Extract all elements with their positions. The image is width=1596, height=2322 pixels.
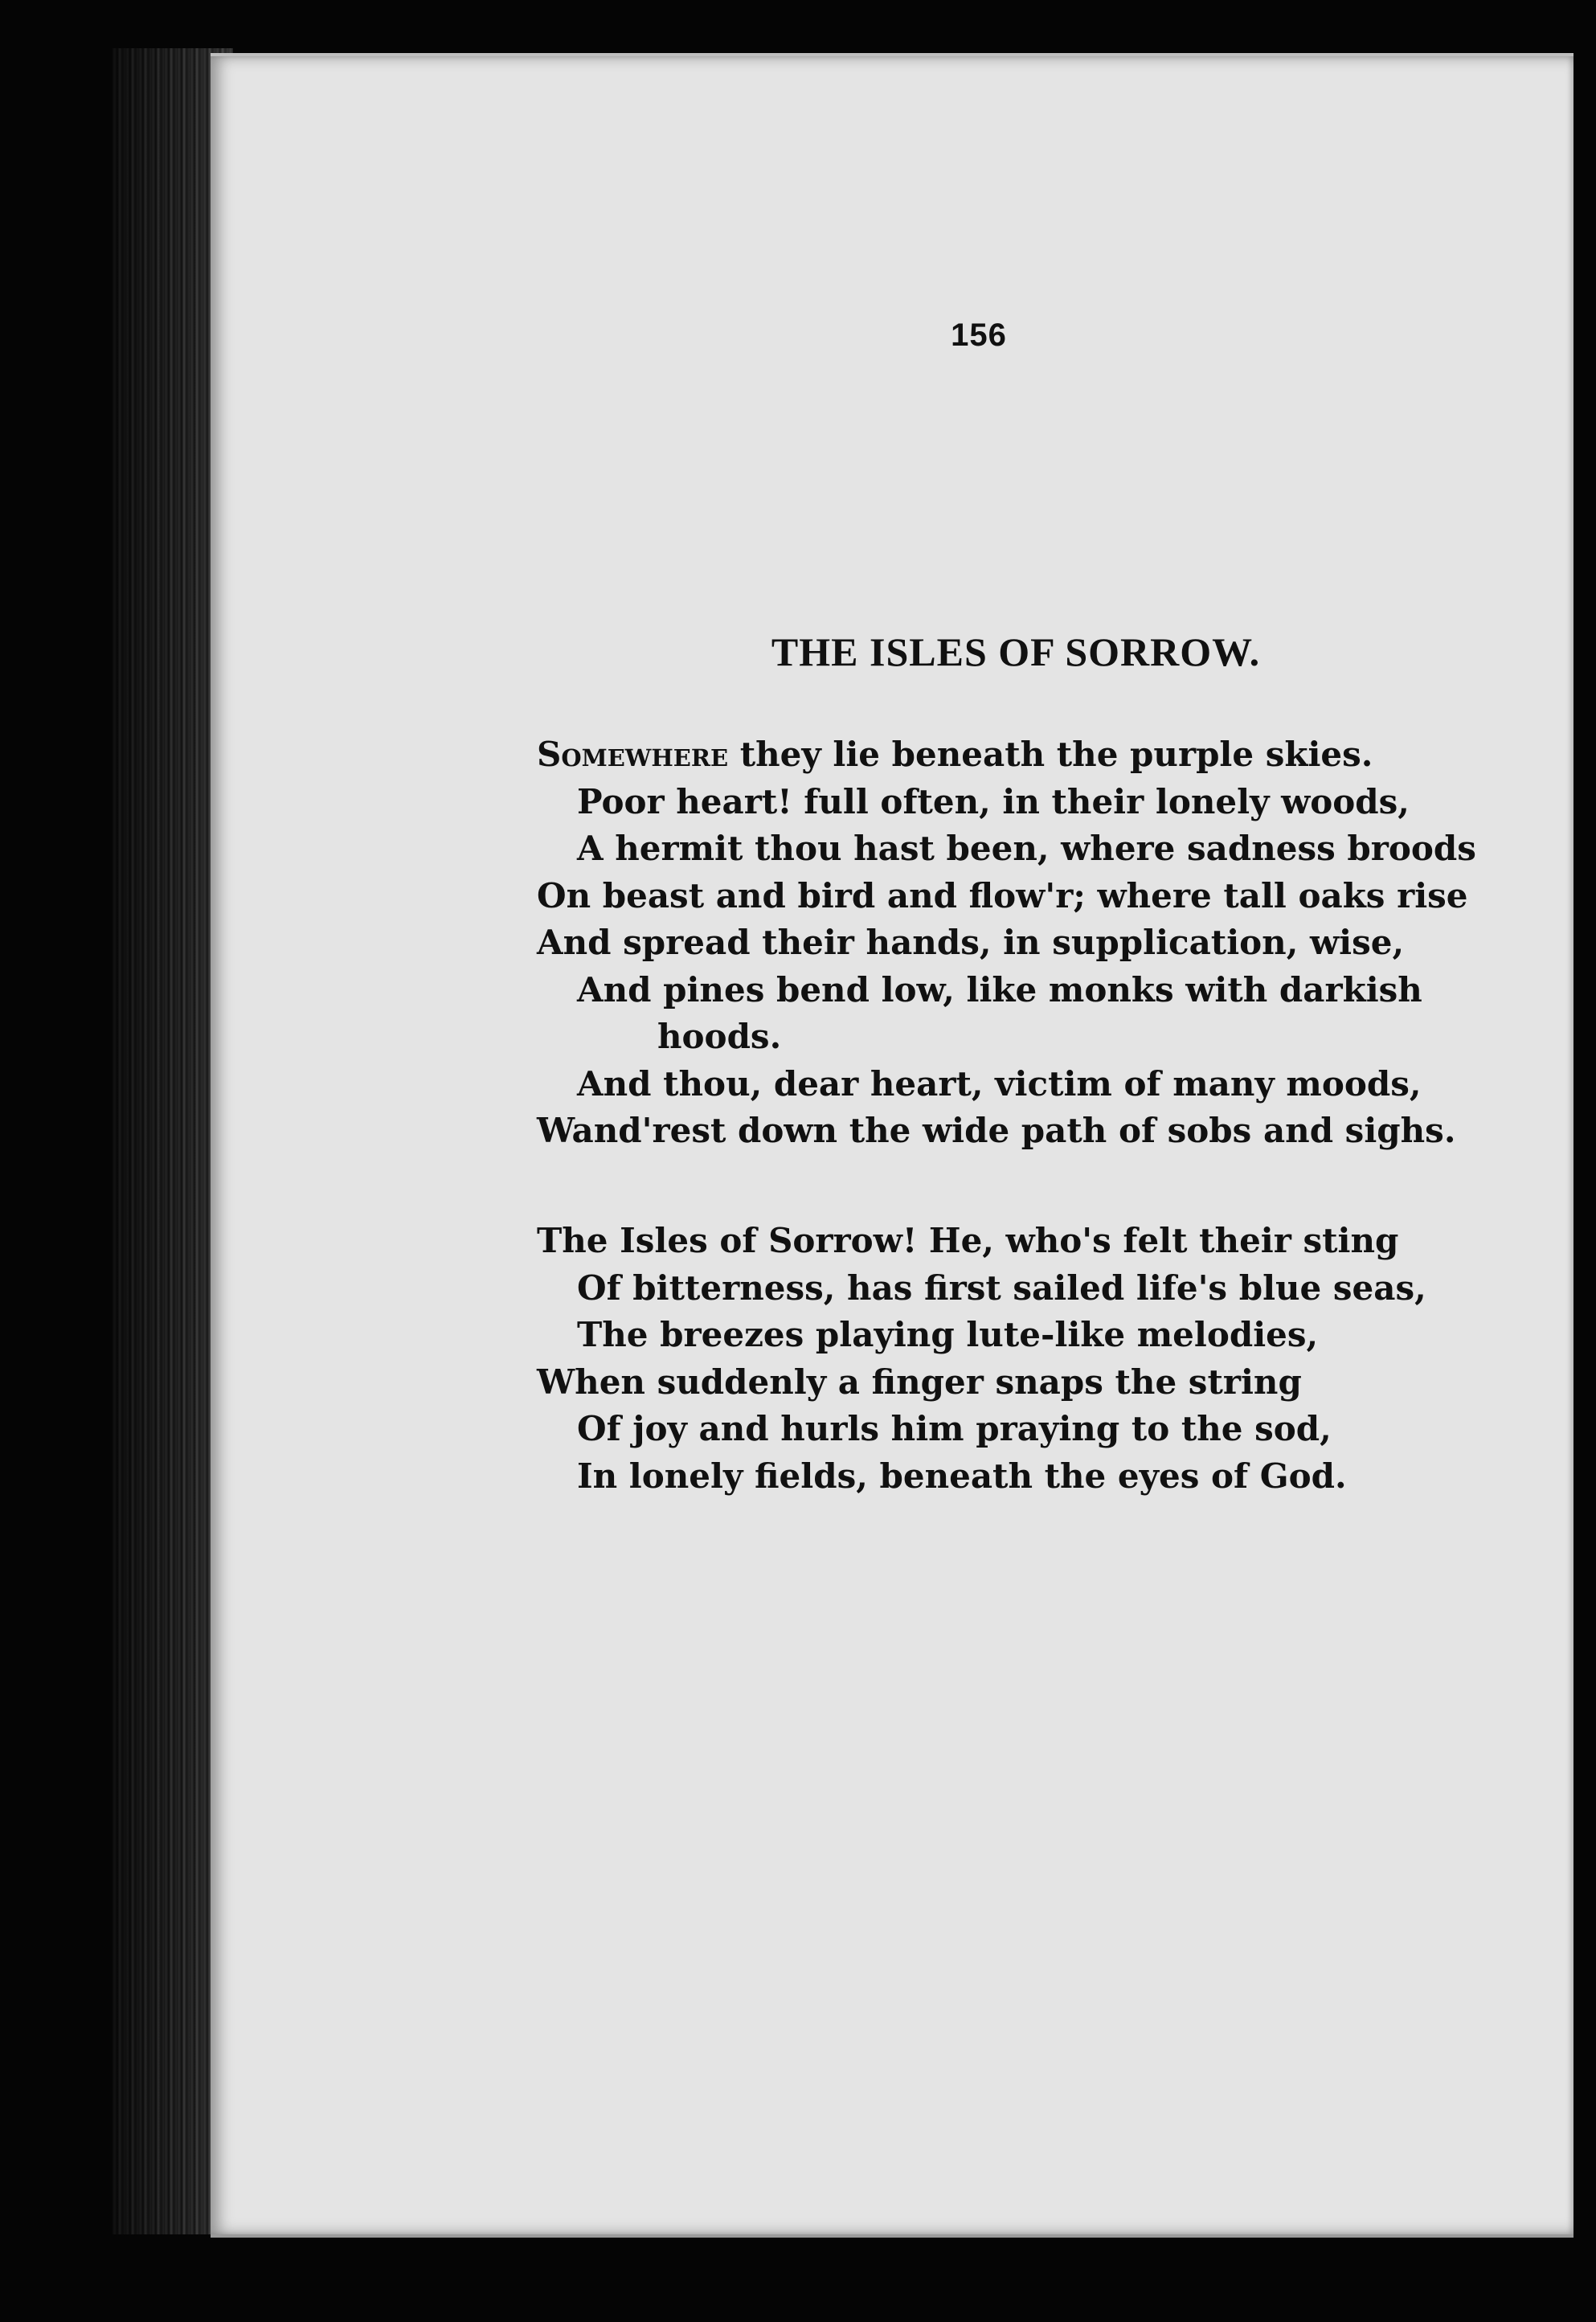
poem-line: And spread their hands, in supplication, wise, [537, 923, 1405, 962]
poem-line: The Isles of Sorrow! He, who's felt their sting [537, 1221, 1399, 1260]
poem-line: On beast and bird and flow'r; where tall oaks rise [537, 875, 1468, 915]
poem-line: Of joy and hurls him praying to the sod, [577, 1409, 1332, 1448]
poem-line: And thou, dear heart, victim of many moods, [577, 1063, 1422, 1104]
poem-line [537, 731, 1501, 779]
poem-line: The breezes playing lute-like melodies, [577, 1315, 1319, 1354]
poem-line: And pines bend low, like monks with darkish [577, 969, 1422, 1009]
page-number: 156 [951, 317, 1007, 353]
poem-line: hoods. [657, 1017, 782, 1056]
poem-line: When suddenly a finger snaps the string [537, 1362, 1302, 1402]
line-lead-word: Somewhere [537, 735, 729, 774]
poem-line: Poor heart! full often, in their lonely woods, [577, 781, 1410, 821]
stanza-2 [537, 1218, 1501, 1500]
line-text: they lie beneath the purple skies. [728, 735, 1373, 774]
stanza-1 [537, 731, 1501, 1155]
poem-line: Of bitterness, has first sailed life's blue seas, [577, 1267, 1426, 1308]
poem-line: A hermit thou hast been, where sadness broods [577, 829, 1476, 868]
poem-title: THE ISLES OF SORROW. [771, 629, 1261, 674]
poem-line: In lonely fields, beneath the eyes of God. [577, 1456, 1347, 1496]
poem-line: Wand'rest down the wide path of sobs and sighs. [537, 1111, 1456, 1150]
